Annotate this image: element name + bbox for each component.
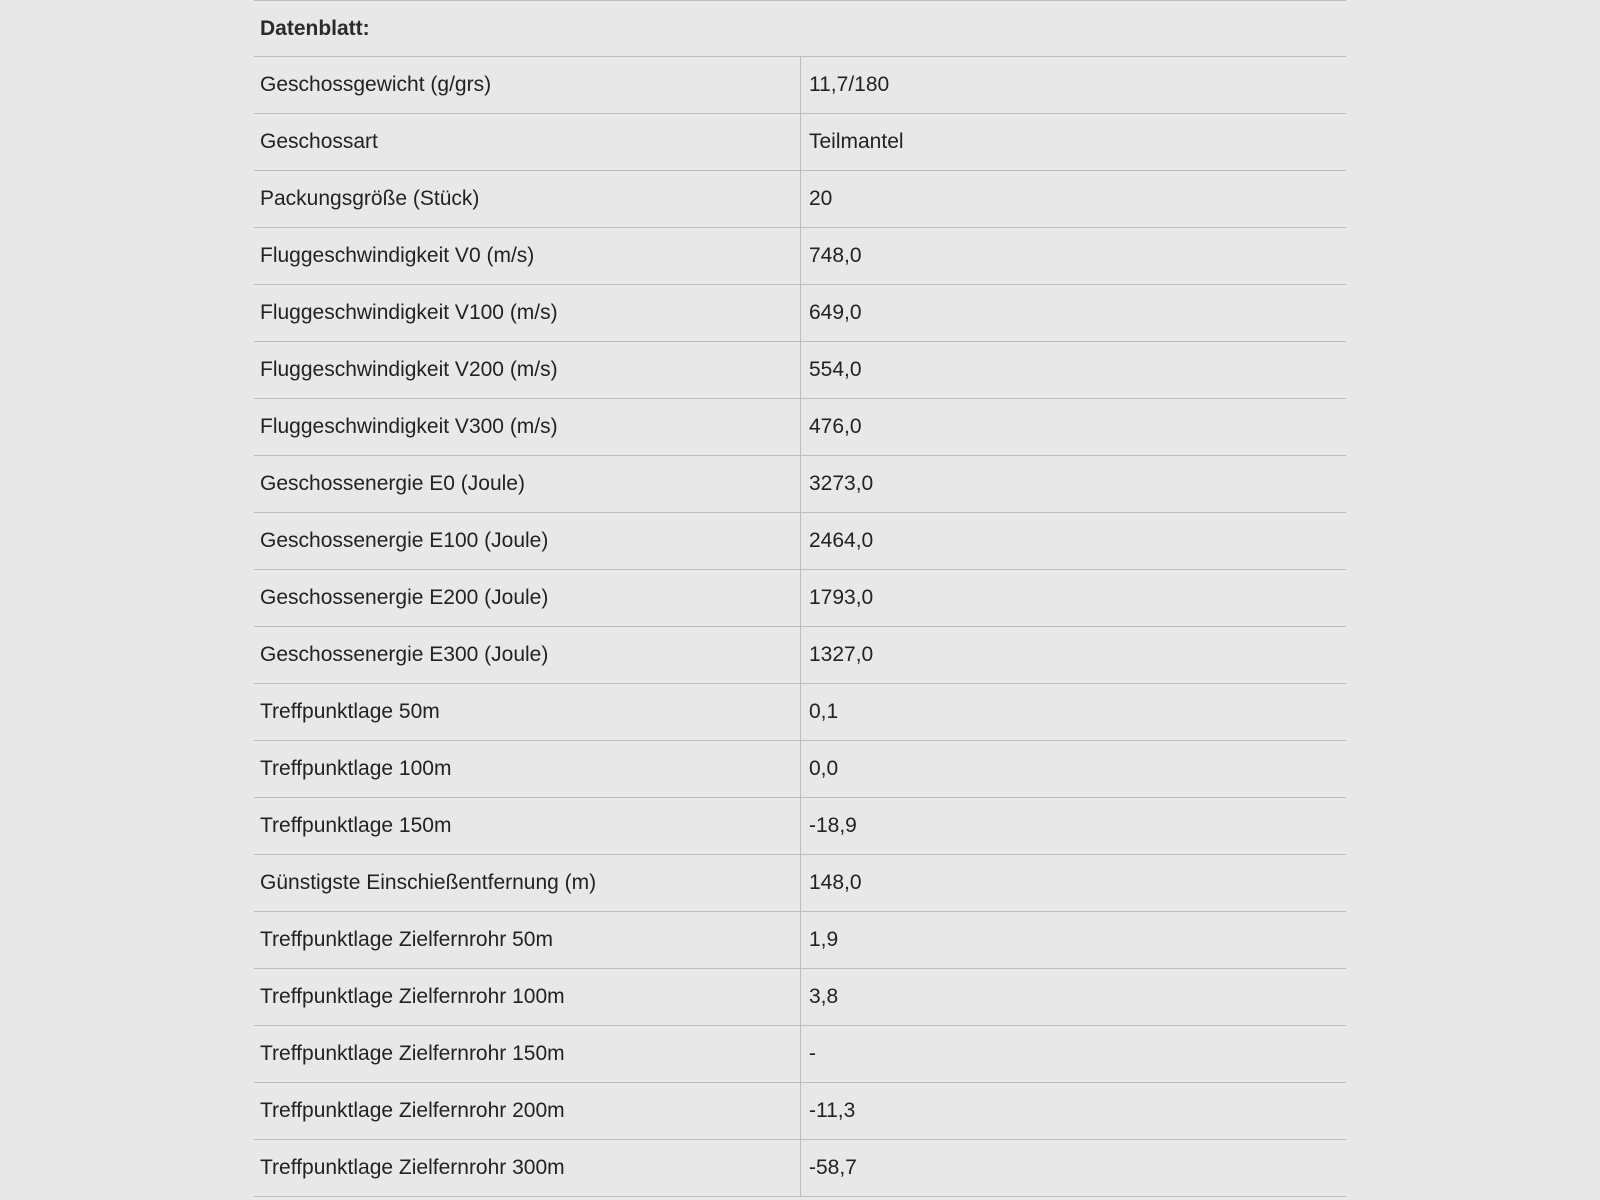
spec-label: Geschossenergie E300 (Joule) xyxy=(254,627,801,684)
spec-label: Treffpunktlage Zielfernrohr 100m xyxy=(254,969,801,1026)
table-row xyxy=(254,285,1346,342)
table-row xyxy=(254,399,1346,456)
spec-value: 0,1 xyxy=(801,684,1347,741)
table-row xyxy=(254,798,1346,855)
spec-value: 20 xyxy=(801,171,1347,228)
spec-value: - xyxy=(801,1026,1347,1083)
spec-value: 649,0 xyxy=(801,285,1347,342)
spec-table xyxy=(254,57,1346,1197)
table-row xyxy=(254,228,1346,285)
spec-label: Geschossart xyxy=(254,114,801,171)
spec-label: Treffpunktlage 100m xyxy=(254,741,801,798)
spec-label: Günstigste Einschießentfernung (m) xyxy=(254,855,801,912)
spec-value: 3,8 xyxy=(801,969,1347,1026)
table-row xyxy=(254,1083,1346,1140)
spec-label: Fluggeschwindigkeit V100 (m/s) xyxy=(254,285,801,342)
spec-value: 3273,0 xyxy=(801,456,1347,513)
spec-label: Fluggeschwindigkeit V300 (m/s) xyxy=(254,399,801,456)
spec-label: Treffpunktlage Zielfernrohr 50m xyxy=(254,912,801,969)
table-row xyxy=(254,684,1346,741)
spec-label: Geschossgewicht (g/grs) xyxy=(254,57,801,114)
table-row xyxy=(254,171,1346,228)
spec-value: 554,0 xyxy=(801,342,1347,399)
spec-label: Treffpunktlage 150m xyxy=(254,798,801,855)
spec-value: -18,9 xyxy=(801,798,1347,855)
spec-value: 748,0 xyxy=(801,228,1347,285)
spec-label: Fluggeschwindigkeit V200 (m/s) xyxy=(254,342,801,399)
table-row xyxy=(254,456,1346,513)
table-row xyxy=(254,57,1346,114)
table-row xyxy=(254,114,1346,171)
spec-label: Geschossenergie E200 (Joule) xyxy=(254,570,801,627)
datasheet-title: Datenblatt: xyxy=(254,0,1346,57)
spec-label: Packungsgröße (Stück) xyxy=(254,171,801,228)
spec-value: 1327,0 xyxy=(801,627,1347,684)
table-row xyxy=(254,969,1346,1026)
spec-value: -58,7 xyxy=(801,1140,1347,1197)
table-row xyxy=(254,627,1346,684)
table-row xyxy=(254,570,1346,627)
table-row xyxy=(254,1026,1346,1083)
spec-label: Geschossenergie E100 (Joule) xyxy=(254,513,801,570)
table-row xyxy=(254,912,1346,969)
datasheet xyxy=(254,0,1346,1197)
spec-label: Treffpunktlage Zielfernrohr 200m xyxy=(254,1083,801,1140)
spec-value: 476,0 xyxy=(801,399,1347,456)
table-row xyxy=(254,741,1346,798)
table-row xyxy=(254,513,1346,570)
table-row xyxy=(254,342,1346,399)
spec-label: Treffpunktlage Zielfernrohr 150m xyxy=(254,1026,801,1083)
spec-label: Treffpunktlage Zielfernrohr 300m xyxy=(254,1140,801,1197)
spec-value: 0,0 xyxy=(801,741,1347,798)
spec-label: Fluggeschwindigkeit V0 (m/s) xyxy=(254,228,801,285)
spec-value: 2464,0 xyxy=(801,513,1347,570)
spec-value: -11,3 xyxy=(801,1083,1347,1140)
spec-table-body xyxy=(254,57,1346,1197)
spec-value: 148,0 xyxy=(801,855,1347,912)
spec-value: 1793,0 xyxy=(801,570,1347,627)
spec-label: Geschossenergie E0 (Joule) xyxy=(254,456,801,513)
spec-label: Treffpunktlage 50m xyxy=(254,684,801,741)
table-row xyxy=(254,855,1346,912)
table-row xyxy=(254,1140,1346,1197)
spec-value: 1,9 xyxy=(801,912,1347,969)
spec-value: 11,7/180 xyxy=(801,57,1347,114)
spec-value: Teilmantel xyxy=(801,114,1347,171)
